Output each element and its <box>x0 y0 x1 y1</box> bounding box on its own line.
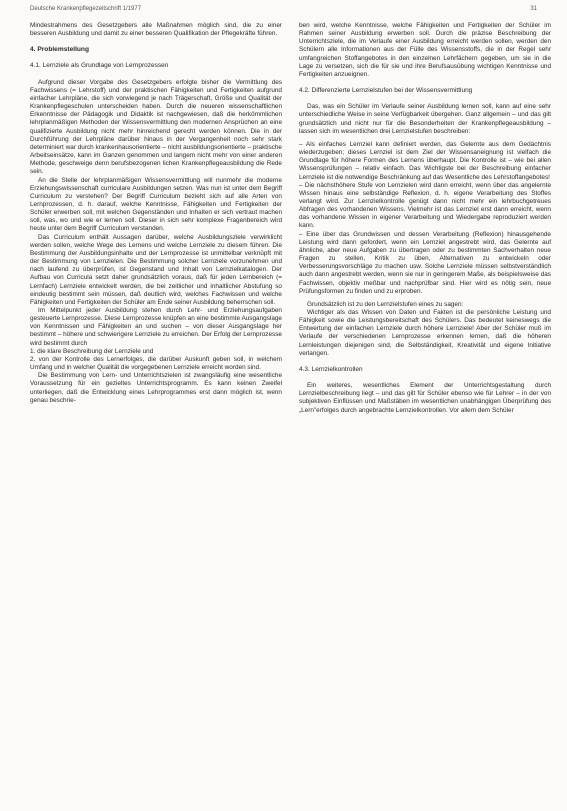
subsection-heading-4-2: 4.2. Differenzierte Lernzielstufen bei der Wissensvermittlung <box>299 87 473 95</box>
subsection-heading-4-1: 4.1. Lernziele als Grundlage von Lernprozessen <box>30 62 169 70</box>
intro-paragraph: Mindestrahmens des Gesetzgebers alle Maßnahmen möglich sind, die zu einer besseren Ausbildung und damit zu einer besseren Qualifikation der Pflegekräfte führen. <box>30 22 282 38</box>
bullet-item: – Als einfaches Lernziel kann definiert werden, das Gelernte aus dem Gedächtnis wiederzugeben; dieses Lernziel ist dem Ziel der Wissensaneignung ist vielfach die Grundlage für höhere Formen des Lernens überhaupt. Die Kontrolle ist – wie bei allen Wissensprüfungen – relativ einfach. Das Wichtigste bei der Beschreibung einfacher Lernziele ist die notwendige Beschränkung auf das Wesentliche des Lehrstoffangebotes! <box>299 140 551 181</box>
page-header <box>30 6 537 16</box>
numbered-list <box>30 348 282 372</box>
paragraph: ben wird, welche Kenntnisse, welche Fähigkeiten und Fertigkeiten der Schüler im Rahmen seiner Ausbildung erwerben soll. Durch die präzise Beschreibung der Unterrichtsziele, die im Verlaufe einer Ausbildung erreicht werden sollen, werden den Schülern alle Informationen aus der Fülle des Wissensstoffs, die in der Regel sehr umfangreichen Stoffangebotes in den einzelnen Lehrfächern gegeben, um sie in die Lage zu versetzen, sich die für sie und ihre Berufsausübung wichtigen Kenntnisse und Fertigkeiten anzueignen. <box>299 22 551 78</box>
paragraph: Die Bestimmung von Lern- und Unterrichtszielen ist zwangsläufig eine wesentliche Voraussetzung für ein gezieltes Unterrichtsprogramm. Es kann keinen Zweifel unterliegen, daß die Entwicklung eines Lehrprogrammes erst dann möglich ist, wenn genau beschrie- <box>30 372 282 404</box>
right-column <box>299 22 551 415</box>
paragraph: Ein weiteres, wesentliches Element der Unterrichtsgestaltung durch Lernzielbeschreibung liegt – und das gilt für Schüler ebenso wie für Lehrer – in der von subjektiven Einflüssen und Maßstäben im wesentlichen unabhängigen Überprüfung des „Lern"erfolges durch angebrachte Lernzielkontrollen. Vor allem dem Schüler <box>299 382 551 414</box>
page-number: 31 <box>530 6 537 12</box>
paragraph: Im Mittelpunkt jeder Ausbildung stehen durch Lehr- und Erziehungsaufgaben gesteuerte Lernprozesse. Diese Lernprozesse knüpfen an eine bestimmte Ausgangslage von Kenntnissen und Fähigkeiten an und suchen – von dieser Ausgangslage her bestimmt – höhere und schwierigere Lernziele zu erreichen. Der Erfolg der Lernprozesse wird bestimmt durch <box>30 307 282 347</box>
bullet-item: – Die nächsthöhere Stufe von Lernzielen wird dann erreicht, wenn über das angelernte Wissen hinaus eine selbständige Reflexion, d. h. eigene Verarbeitung des Stoffes verlangt wird. Zur Lernzielkontrolle genügt dann nicht mehr ein lehrbuchgetreues Abfragen des vorhandenen Wissens. Vielmehr ist das Lernziel erst dann erreicht, wenn das vorhandene Wissen in eigener Verarbeitung und Wiedergabe reproduziert werden kann. <box>299 181 551 230</box>
section-heading-problemstellung: 4. Problemstellung <box>30 46 89 54</box>
paragraph: Grundsätzlich ist zu den Lernzielstufen eines zu sagen: <box>307 300 464 308</box>
left-column <box>30 22 282 405</box>
paragraph: Das Curriculum enthält Aussagen darüber, welche Ausbildungsziele verwirklicht werden sollen, welche Wege des Lernens und welche Lernziele zu diesem führen. Die Bestimmung der Ausbildungsinhalte und der Lernprozesse ist unmittelbar verknüpft mit der Bestimmung von Lernzielen. Die Bestimmung solcher Lernziele vorzunehmen und nach laufend zu überprüfen, ist Gegenstand und Inhalt von Lernzielkatalogen. Der Aufbau von Curricula setzt daher grundsätzlich voraus, daß für jeden Lernbereich (= Lernfach) Lernziele entwickelt werden, die bei zeitlicher und inhaltlicher Abstufung so eindeutig bestimmt sein müssen, daß deutlich wird, welches Fachwissen und welche Fähigkeiten und Fertigkeiten der Schüler am Ende seiner Ausbildung beherrschen soll. <box>30 233 282 306</box>
list-item: 1. die klare Beschreibung der Lernziele und <box>30 347 154 355</box>
paragraph: Wichtiger als das Wissen von Daten und Fakten ist die persönliche Leistung und Fähigkeit sowie die Leistungsbereitschaft des Schülers. Das bedeutet keineswegs die Entwertung der einfachen Lernziele durch höhere Lernziele! Aber der Schüler muß im Verlaufe der verschiedenen Lernprozesse erkennen lernen, daß die höheren Lernleistungen diejenigen sind, die Selbständigkeit, Kreativität und eigene Initiative verlangen. <box>299 309 551 357</box>
subsection-heading-4-3: 4.3. Lernzielkontrollen <box>299 365 363 373</box>
paragraph: Das, was ein Schüler im Verlaufe seiner Ausbildung lernen soll, kann auf eine sehr unterschiedliche Weise in seine Verfügbarkeit übergehen. Ganz allgemein – und das gilt grundsätzlich und nicht nur für die Besonderheiten der Krankenpflegeausbildung – lassen sich im wesentlichen drei Lernzielstufen beschreiben: <box>299 103 551 135</box>
bullet-item: – Eine über das Grundwissen und dessen Verarbeitung (Reflexion) hinausgehende Leistung wird dann gefordert, wenn ein Lernziel angestrebt wird, das Gelernte auf ähnliche, aber neue Aufgaben zu übertragen oder zu bestimmten Sachverhalten neue Fragen zu stellen, Kritik zu üben, Alternativen zu entwickeln oder Verbesserungsvorschläge zu machen usw. Solche Lernziele müssen selbstverständlich auch dann angestrebt werden, wenn sie nur in geringerem Maße, als beispielsweise das Fachwissen, objektiv meßbar und nachprüfbar sind. Hier wird es nötig sein, neue Prüfungsformen zu finden und zu erproben. <box>299 230 551 295</box>
journal-title: Deutsche Krankenpflegezeitschrift 1/1977 <box>30 6 142 12</box>
paragraph: Aufgrund dieser Vorgabe des Gesetzgebers erfolgte bisher die Vermittlung des Fachwissens (= Lehrstoff) und der praktischen Fähigkeiten und Fertigkeiten aufgrund einfacher Lehrpläne, die sich vorwiegend je nach Trägerschaft, Größe und Qualität der Krankenpflegeschulen unterscheiden haben. Durch die neueren wissenschaftlichen Erkenntnisse der Pädagogik und Didaktik ist nachgewiesen, daß die herkömmlichen lehrplanmäßigen Methoden der Wissensvermittlung den modernen Ansprüchen an eine qualifizierte Ausbildung nicht mehr hinreichend gerecht werden können. Die in der Durchführung der Lehrpläne darüber hinaus in der Vergangenheit noch sehr stark determiniert war durch krankenhausorientierte – nicht ausbildungsorientierte – praktische Arbeitseinsätze, kann im Ganzen genommen und langem nicht mehr von einer anderen Methode, geschweige denn berufsbezogenen lichen Krankenpflegeausbildung die Rede sein. <box>30 78 282 176</box>
paragraph: An die Stelle der lehrplanmäßigen Wissensvermittlung will nunmehr die moderne Erziehungswissenschaft curriculare Ausbildungen setzen. Was nun ist unter dem Begriff Curriculum zu verstehen? Der Begriff Curriculum bezieht sich auf alle Arten von Lernprozessen, d. h. darauf, welche Kenntnisse, Fähigkeiten und Fertigkeiten der Schüler erwerben soll, mit welchen Gegenständen und Inhalten er sich vertraut machen soll, was, wo und wie er lernen soll. Dieser in sich sehr komplexe Fragenbereich wird heute unter dem Begriff Curriculum verstanden. <box>30 176 282 233</box>
list-item: 2. von der Kontrolle des Lernerfolges, die darüber Auskunft geben soll, in welchem Umfang und in welcher Qualität die vorgegebenen Lernziele erreicht worden sind. <box>30 355 282 372</box>
